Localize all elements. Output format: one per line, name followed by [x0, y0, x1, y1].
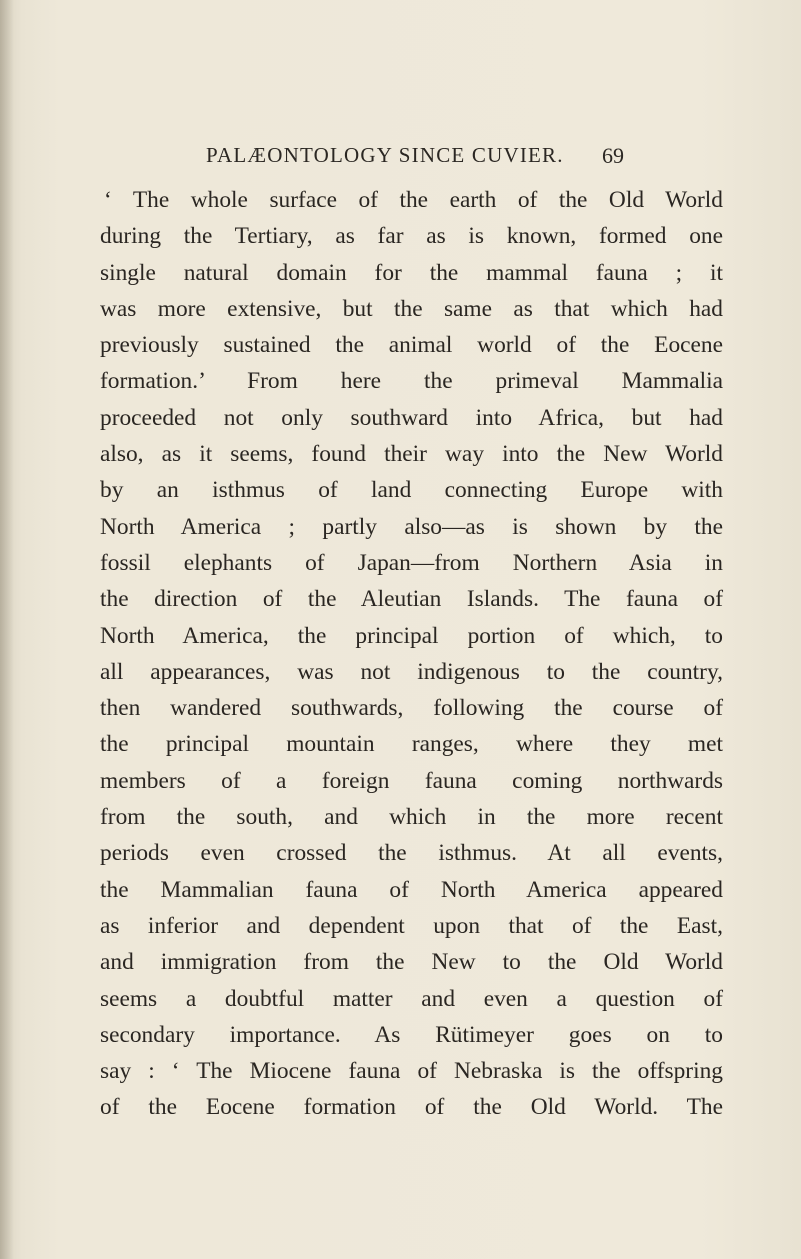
page-number: 69: [602, 143, 624, 168]
text-line: and immigration from the New to the Old World: [100, 949, 723, 976]
text-line: proceeded not only southward into Africa, but had: [100, 404, 723, 431]
text-line: from the south, and which in the more recent: [100, 804, 723, 831]
text-line: all appearances, was not indigenous to the country,: [100, 658, 723, 685]
text-line: of the Eocene formation of the Old World. The: [100, 1094, 723, 1121]
text-line: previously sustained the animal world of the Eocene: [100, 332, 723, 359]
text-line: then wandered southwards, following the course of: [100, 695, 723, 722]
text-line: ‘ The whole surface of the earth of the Old World: [104, 187, 723, 213]
text-line: single natural domain for the mammal fauna ; it: [100, 259, 723, 286]
text-line: fossil elephants of Japan—from Northern Asia in: [100, 549, 723, 576]
text-line: North America, the principal portion of which, to: [100, 622, 723, 649]
text-line: formation.’ From here the primeval Mammalia: [100, 368, 723, 395]
text-line: secondary importance. As Rütimeyer goes on to: [100, 1021, 723, 1048]
text-line: periods even crossed the isthmus. At all events,: [100, 840, 723, 867]
text-line: also, as it seems, found their way into the New World: [100, 441, 723, 468]
gutter-shadow: [0, 0, 14, 1259]
text-line: seems a doubtful matter and even a question of: [100, 985, 723, 1012]
text-line: was more extensive, but the same as that which had: [100, 295, 723, 322]
text-line: by an isthmus of land connecting Europe with: [100, 477, 723, 504]
text-line: during the Tertiary, as far as is known, formed one: [100, 223, 723, 250]
running-head: [206, 143, 624, 169]
text-line: North America ; partly also—as is shown by the: [100, 513, 723, 540]
text-line: the principal mountain ranges, where they met: [100, 731, 723, 758]
text-line: the Mammalian fauna of North America appeared: [100, 876, 723, 903]
body-text: [100, 182, 723, 1126]
text-line: say : ‘ The Miocene fauna of Nebraska is the offspring: [100, 1058, 723, 1085]
text-line: the direction of the Aleutian Islands. The fauna of: [100, 586, 723, 613]
text-line: members of a foreign fauna coming northwards: [100, 767, 723, 794]
text-line: as inferior and dependent upon that of the East,: [100, 912, 723, 939]
running-title: PALÆONTOLOGY SINCE CUVIER.: [206, 143, 564, 167]
